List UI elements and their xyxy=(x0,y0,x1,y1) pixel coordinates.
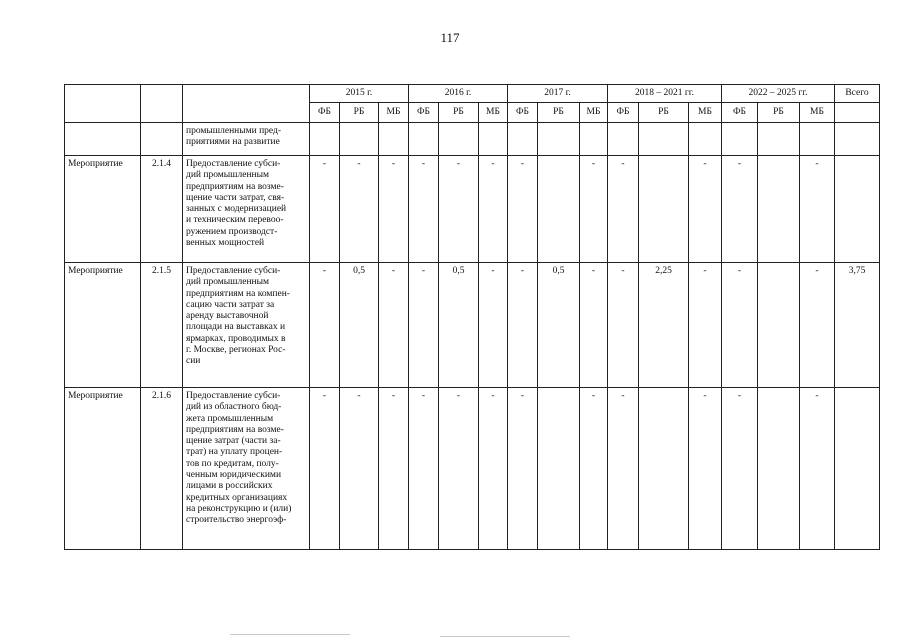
header-fund: ФБ xyxy=(508,103,538,123)
value-cell: - xyxy=(508,263,538,388)
header-fund: ФБ xyxy=(722,103,758,123)
value-cell: - xyxy=(689,156,722,263)
description-line: промышленными пред- xyxy=(186,126,282,136)
value-cell: - xyxy=(508,156,538,263)
description-line: предприятиям на компен- xyxy=(186,288,290,299)
table-row xyxy=(65,123,880,156)
header-total-empty xyxy=(835,103,880,123)
value-cell: 2,25 xyxy=(639,263,689,388)
value-cell xyxy=(758,388,800,550)
description-line: на реконструкцию и (или) xyxy=(186,503,292,514)
description-line: щение затрат (части за- xyxy=(186,436,281,447)
value-cell: - xyxy=(479,388,508,550)
header-fund: МБ xyxy=(479,103,508,123)
description-line: дий промышленным xyxy=(186,170,270,181)
description-line: приятиями на развитие xyxy=(186,137,280,148)
value-cell: - xyxy=(608,156,639,263)
value-cell: - xyxy=(479,263,508,388)
header-year: 2022 – 2025 гг. xyxy=(722,85,835,103)
header-fund: РБ xyxy=(639,103,689,123)
budget-table xyxy=(64,84,880,550)
value-cell xyxy=(758,156,800,263)
description-line: дий промышленным xyxy=(186,277,270,288)
value-cell: - xyxy=(310,263,340,388)
value-cell: - xyxy=(409,263,439,388)
description-line: г. Москве, регионах Рос- xyxy=(186,345,286,356)
value-cell: - xyxy=(310,388,340,550)
header-fund: РБ xyxy=(340,103,379,123)
description-line: дий из областного бюд- xyxy=(186,402,282,413)
description-line: Предоставление субси- xyxy=(186,159,281,169)
row-number-cell: 2.1.4 xyxy=(141,156,183,263)
header-empty-num xyxy=(141,85,183,123)
description-line: щение части затрат, свя- xyxy=(186,192,285,203)
description-line: сацию части затрат за xyxy=(186,299,275,310)
description-line: аренду выставочной xyxy=(186,311,269,322)
description-line: ружением производст- xyxy=(186,226,278,237)
row-number-cell: 2.1.5 xyxy=(141,263,183,388)
value-cell xyxy=(639,123,689,156)
description-line: венных мощностей xyxy=(186,238,265,249)
value-cell xyxy=(479,123,508,156)
header-year: 2015 г. xyxy=(310,85,409,103)
table-row xyxy=(65,388,880,550)
row-number-cell: 2.1.6 xyxy=(141,388,183,550)
header-fund: РБ xyxy=(758,103,800,123)
header-fund: МБ xyxy=(379,103,409,123)
value-cell xyxy=(722,123,758,156)
value-cell: - xyxy=(379,388,409,550)
description-line: строительство энергоэф- xyxy=(186,515,287,526)
value-cell: - xyxy=(800,388,835,550)
value-cell xyxy=(538,156,580,263)
row-type-cell: Мероприятие xyxy=(65,388,141,550)
header-year: 2018 – 2021 гг. xyxy=(608,85,722,103)
description-line: предприятиям на возме- xyxy=(186,424,284,435)
value-cell: 3,75 xyxy=(835,263,880,388)
value-cell xyxy=(580,123,608,156)
header-fund: РБ xyxy=(439,103,479,123)
header-fund: ФБ xyxy=(409,103,439,123)
description-line: сии xyxy=(186,356,201,367)
value-cell xyxy=(758,263,800,388)
row-description-cell xyxy=(183,263,310,388)
header-total: Всего xyxy=(835,85,880,103)
value-cell: - xyxy=(379,263,409,388)
description-line: Предоставление субси- xyxy=(186,391,281,401)
value-cell: - xyxy=(689,388,722,550)
value-cell xyxy=(340,123,379,156)
value-cell xyxy=(800,123,835,156)
header-fund: ФБ xyxy=(608,103,639,123)
value-cell: - xyxy=(580,388,608,550)
value-cell: - xyxy=(379,156,409,263)
value-cell: - xyxy=(608,388,639,550)
description-line: жета промышленным xyxy=(186,413,274,424)
description-line: площади на выставках и xyxy=(186,322,286,333)
table-row xyxy=(65,263,880,388)
value-cell: - xyxy=(409,388,439,550)
row-description-cell xyxy=(183,156,310,263)
value-cell: - xyxy=(439,156,479,263)
table-row xyxy=(65,156,880,263)
page-number: 117 xyxy=(440,30,460,45)
value-cell xyxy=(538,388,580,550)
value-cell: - xyxy=(479,156,508,263)
value-cell: 0,5 xyxy=(538,263,580,388)
value-cell xyxy=(835,156,880,263)
description-line: ченным юридическими xyxy=(186,470,282,481)
value-cell xyxy=(835,123,880,156)
value-cell xyxy=(538,123,580,156)
value-cell: - xyxy=(340,156,379,263)
header-empty-desc xyxy=(183,85,310,123)
value-cell: 0,5 xyxy=(340,263,379,388)
value-cell xyxy=(758,123,800,156)
description-line: Предоставление субси- xyxy=(186,266,281,276)
row-type-cell: Мероприятие xyxy=(65,263,141,388)
header-row-years xyxy=(65,85,880,103)
header-year: 2016 г. xyxy=(409,85,508,103)
description-line: предприятиям на возме- xyxy=(186,181,284,192)
header-fund: МБ xyxy=(800,103,835,123)
value-cell: - xyxy=(409,156,439,263)
row-number-cell xyxy=(141,123,183,156)
scan-artifact xyxy=(440,636,570,637)
header-fund: МБ xyxy=(689,103,722,123)
value-cell: - xyxy=(580,156,608,263)
value-cell xyxy=(689,123,722,156)
value-cell: - xyxy=(508,388,538,550)
value-cell: - xyxy=(800,156,835,263)
header-fund: РБ xyxy=(538,103,580,123)
description-line: ярмарках, проводимых в xyxy=(186,333,286,344)
value-cell: - xyxy=(608,263,639,388)
row-description-cell xyxy=(183,388,310,550)
description-line: лицами в российских xyxy=(186,481,273,492)
description-line: тов по кредитам, полу- xyxy=(186,458,279,469)
header-fund: МБ xyxy=(580,103,608,123)
value-cell: - xyxy=(722,156,758,263)
header-fund: ФБ xyxy=(310,103,340,123)
value-cell xyxy=(310,123,340,156)
value-cell: 0,5 xyxy=(439,263,479,388)
value-cell xyxy=(439,123,479,156)
value-cell: - xyxy=(722,388,758,550)
value-cell: - xyxy=(580,263,608,388)
value-cell: - xyxy=(800,263,835,388)
row-type-cell: Мероприятие xyxy=(65,156,141,263)
scan-artifact xyxy=(230,634,350,635)
value-cell xyxy=(639,388,689,550)
value-cell xyxy=(608,123,639,156)
description-line: трат) на уплату процен- xyxy=(186,447,283,458)
value-cell xyxy=(639,156,689,263)
value-cell: - xyxy=(340,388,379,550)
description-line: и техническим перевоо- xyxy=(186,215,284,226)
row-description-cell xyxy=(183,123,310,156)
description-line: занных с модернизацией xyxy=(186,204,287,215)
row-type-cell xyxy=(65,123,141,156)
value-cell xyxy=(835,388,880,550)
header-empty-type xyxy=(65,85,141,123)
value-cell: - xyxy=(689,263,722,388)
header-year: 2017 г. xyxy=(508,85,608,103)
value-cell: - xyxy=(722,263,758,388)
value-cell xyxy=(409,123,439,156)
value-cell: - xyxy=(310,156,340,263)
value-cell xyxy=(508,123,538,156)
value-cell: - xyxy=(439,388,479,550)
description-line: кредитных организациях xyxy=(186,492,288,503)
value-cell xyxy=(379,123,409,156)
